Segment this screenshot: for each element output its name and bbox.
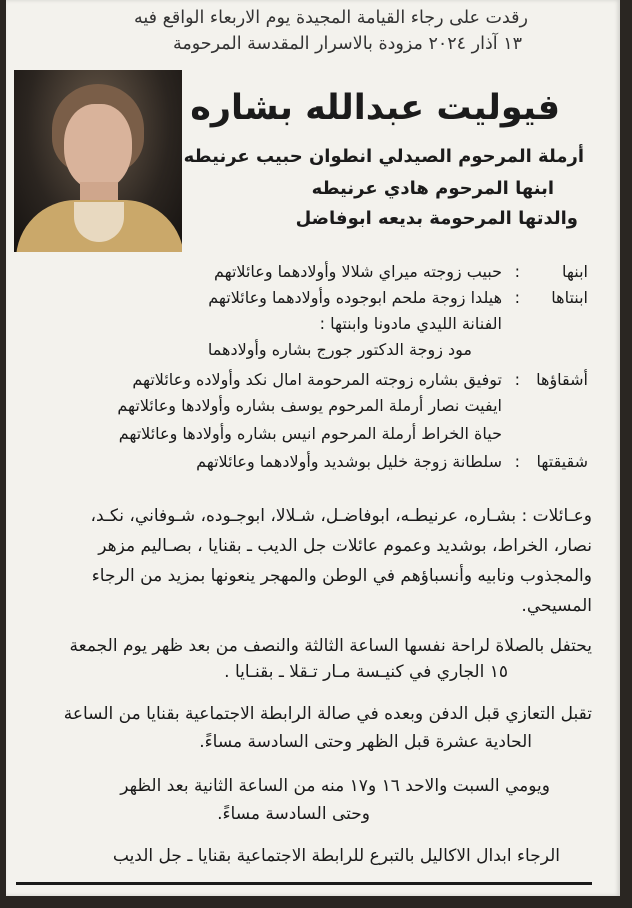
daughter-entry-2a: الفنانة الليدي مادونا وابنتها : (319, 314, 502, 333)
colon: : (514, 288, 520, 307)
colon: : (514, 262, 520, 281)
families-line-1: وعـائلات : بشـاره، عرنيطـه، ابوفاضـل، شـلالا، ابوجـوده، شـوفاني، نكـد، (90, 506, 592, 526)
condolences-line-3: ويومي السبت والاحد ١٦ و١٧ منه من الساعة الثانية بعد الظهر (120, 776, 550, 796)
deceased-name: فيوليت عبدالله بشاره (190, 88, 560, 128)
relation-line-3: والدتها المرحومة بديعه ابوفاضل (295, 208, 578, 229)
brother-entry-3: حياة الخراط أرملة المرحوم انيس بشاره وأولادها وعائلاتهم (118, 424, 502, 443)
sister-label: شقيقتها (536, 452, 588, 471)
obituary-notice (6, 0, 620, 896)
brother-entry-2: ايفيت نصار أرملة المرحوم يوسف بشاره وأولادها وعائلاتهم (117, 396, 502, 415)
families-line-4: المسيحي. (521, 596, 592, 616)
bottom-rule (16, 882, 592, 885)
relation-line-2: ابنها المرحوم هادي عرنيطه (311, 178, 554, 199)
son-label: ابنها (562, 262, 588, 281)
families-line-3: والمجذوب ونابيه وأنسباؤهم في الوطن والمهجر ينعونها بمزيد من الرجاء (91, 566, 592, 586)
families-line-2: نصار، الخراط، بوشديد وعموم عائلات جل الديب ـ بقنايا ، بصـاليم مزهر (98, 536, 592, 556)
condolences-line-4: وحتى السادسة مساءً. (217, 804, 370, 824)
brother-entry-1: توفيق بشاره زوجته المرحومة امال نكد وأولاده وعائلاتهم (132, 370, 502, 389)
daughter-entry-1: هيلدا زوجة ملحم ابوجوده وأولادهما وعائلاتهم (208, 288, 502, 307)
closing-line: الرجاء ابدال الاكاليل بالتبرع للرابطة الاجتماعية بقنايا ـ جل الديب (112, 846, 560, 866)
son-entry: حبيب زوجته ميراي شلالا وأولادهما وعائلاتهم (213, 262, 502, 281)
sister-entry: سلطانة زوجة خليل بوشديد وأولادهما وعائلاتهم (196, 452, 502, 471)
prayer-line-1: يحتفل بالصلاة لراحة نفسها الساعة الثالثة والنصف من بعد ظهر يوم الجمعة (69, 636, 592, 656)
colon: : (514, 452, 520, 471)
condolences-line-2: الحادية عشرة قبل الظهر وحتى السادسة مساءً. (199, 732, 532, 752)
intro-line-1: رقدت على رجاء القيامة المجيدة يوم الاربعاء الواقع فيه (133, 8, 528, 28)
relation-line-1: أرملة المرحوم الصيدلي انطوان حبيب عرنيطه (183, 146, 584, 167)
colon: : (514, 370, 520, 389)
condolences-line-1: تقبل التعازي قبل الدفن وبعده في صالة الرابطة الاجتماعية بقنايا من الساعة (63, 704, 592, 724)
daughters-label: ابنتاها (551, 288, 588, 307)
intro-line-2: ١٣ آذار ٢٠٢٤ مزودة بالاسرار المقدسة المرحومة (172, 34, 522, 54)
daughter-entry-2b: مود زوجة الدكتور جورج بشاره وأولادهما (207, 340, 472, 359)
prayer-line-2: ١٥ الجاري في كنيـسة مـار تـقلا ـ بقنـايا . (224, 662, 508, 682)
brothers-label: أشقاؤها (536, 370, 588, 389)
